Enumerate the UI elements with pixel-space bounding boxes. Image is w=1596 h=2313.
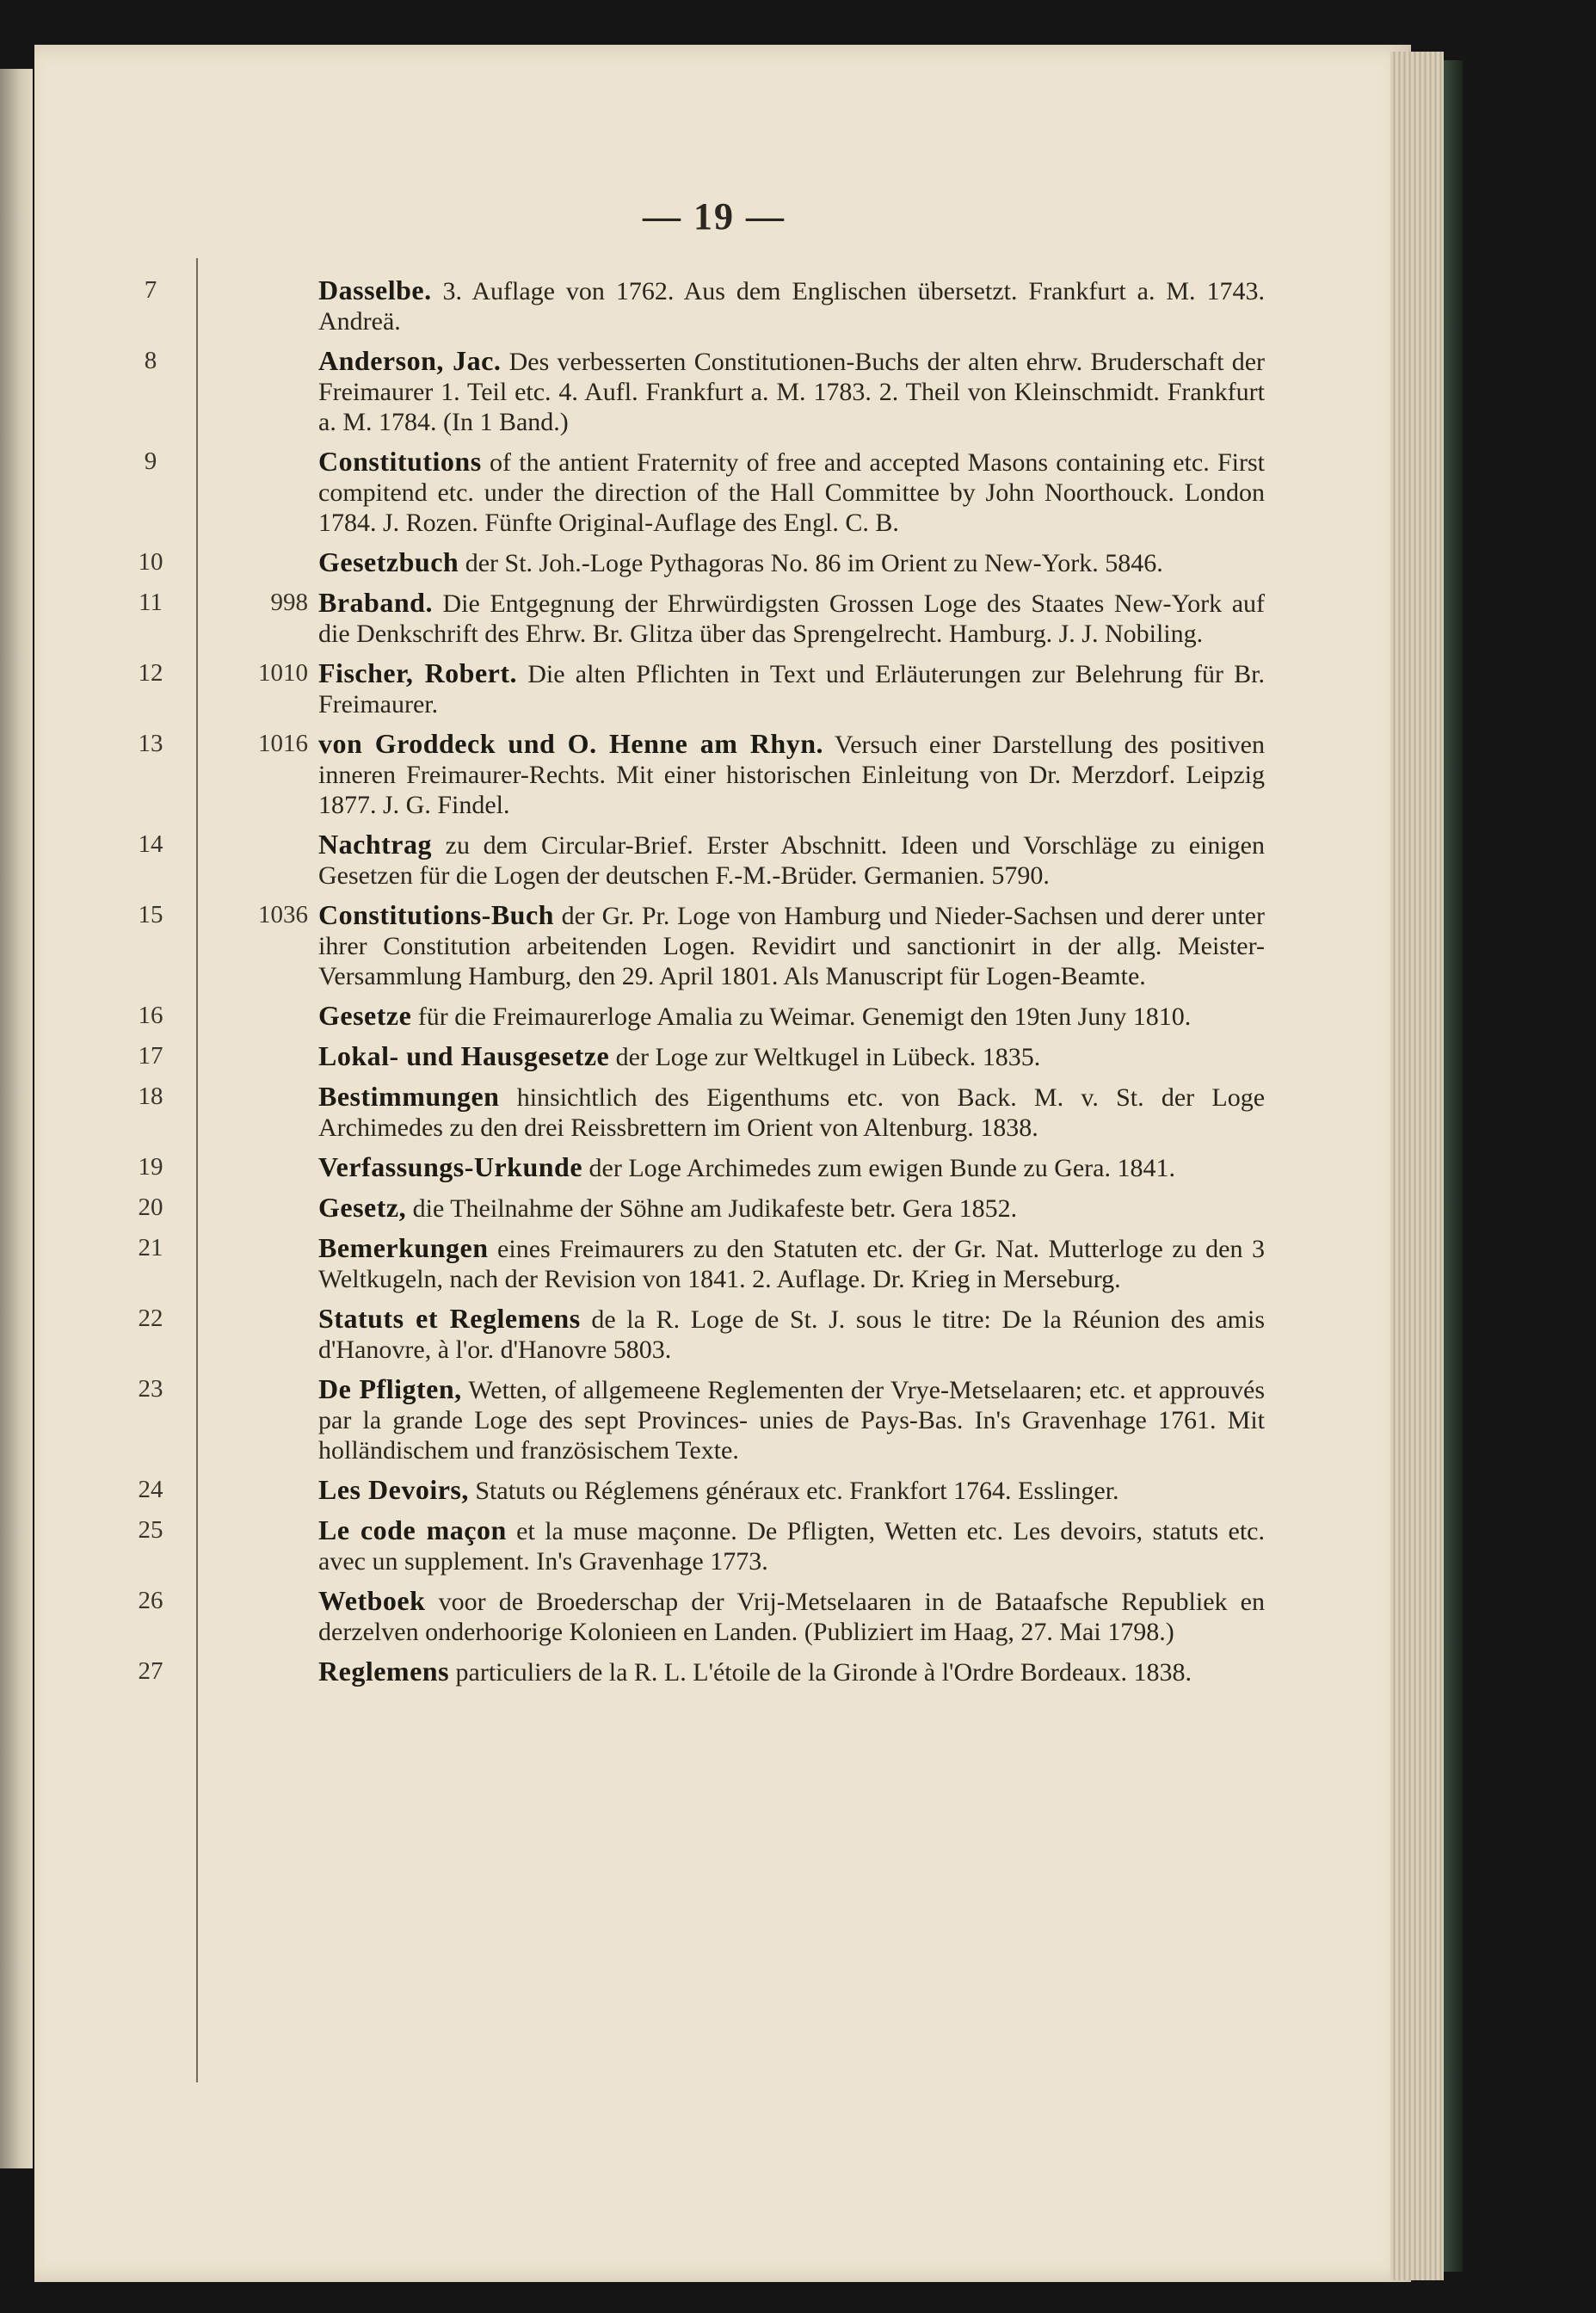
entry-heading: Statuts et Reglemens [318,1303,581,1334]
list-item [120,1001,1265,1032]
entry-heading: Gesetzbuch [318,546,459,577]
entry-text [318,1515,1265,1576]
entry-body: particuliers de la R. L. L'étoile de la Gironde à l'Ordre Bordeaux. 1838. [455,1658,1192,1687]
list-item [120,346,1265,437]
entry-heading: Dasselbe. [318,274,432,305]
list-item [120,1656,1265,1687]
entry-body: Die Entgegnung der Ehrwürdigsten Grossen Loge des Staates New-York auf die Denkschrift des Ehrw. Br. Glitza über das Sprengelrecht. Hamburg. J. J. Nobiling. [318,589,1265,648]
entry-number: 12 [138,659,163,687]
entry-heading: Constitutions-Buch [318,899,554,930]
entry-reference: 1016 [258,730,308,757]
entry-text [318,1586,1265,1647]
entry-heading: Constitutions [318,446,482,477]
entry-body: für die Freimaurerloge Amalia zu Weimar. Genemigt den 19ten Juny 1810. [417,1002,1192,1031]
list-item [120,1041,1265,1072]
entry-heading: Bemerkungen [318,1232,489,1263]
book-page-edges [1390,52,1444,2280]
entry-heading: von Groddeck und O. Henne am Rhyn. [318,728,824,759]
list-item [120,1304,1265,1365]
entry-number: 23 [138,1375,163,1403]
entry-body: de la R. Loge de St. J. sous le titre: De la Réunion des amis d'Hanovre, à l'or. d'Hanovre 5803. [318,1305,1265,1364]
entry-body: der Loge zur Weltkugel in Lübeck. 1835. [615,1043,1041,1071]
entry-text [318,275,1265,336]
entry-heading: De Pfligten, [318,1373,462,1404]
entry-number: 25 [138,1516,163,1544]
entry-number: 24 [138,1476,163,1503]
entry-number: 21 [138,1234,163,1261]
entry-number: 27 [138,1657,163,1685]
list-item [120,830,1265,891]
list-item [120,1374,1265,1465]
entry-heading: Anderson, Jac. [318,345,502,376]
list-item [120,1515,1265,1576]
entry-text [318,658,1265,719]
entry-heading: Reglemens [318,1656,450,1687]
entry-text [318,447,1265,538]
entry-text [318,1304,1265,1365]
entry-body: hinsichtlich des Eigenthums etc. von Back. M. v. St. der Loge Archimedes zu den drei Reissbrettern im Orient von Altenburg. 1838. [318,1083,1266,1142]
entry-number: 18 [138,1082,163,1110]
entry-text [318,547,1265,578]
entry-text [318,1001,1265,1032]
entry-number: 11 [139,589,163,616]
list-item [120,275,1265,336]
entry-body: der St. Joh.-Loge Pythagoras No. 86 im Orient zu New-York. 5846. [465,549,1163,577]
entry-number: 19 [138,1153,163,1181]
entry-heading: Fischer, Robert. [318,657,518,688]
entry-number: 16 [138,1002,163,1029]
entry-number: 10 [138,548,163,576]
entry-number: 8 [144,347,157,374]
book-cover-edge [1444,60,1463,2272]
entry-reference: 1010 [258,659,308,687]
list-item [120,588,1265,649]
entry-body: voor de Broederschap der Vrij-Metselaaren in de Bataafsche Republiek en derzelven onderhoorige Kolonieen en Landen. (Publiziert im Haag, 27. Mai 1798.) [318,1588,1265,1646]
entry-heading: Les Devoirs, [318,1474,469,1505]
entry-number: 14 [138,830,163,858]
entry-number: 13 [138,730,163,757]
list-item [120,1082,1265,1143]
entry-body: et la muse maçonne. De Pfligten, Wetten etc. Les devoirs, statuts etc. avec un supplement. In's Gravenhage 1773. [318,1517,1265,1576]
entry-body: die Theilnahme der Söhne am Judikafeste betr. Gera 1852. [412,1194,1018,1223]
entry-text [318,1656,1265,1687]
entry-list [120,275,1265,1697]
entry-body: Versuch einer Darstellung des positiven inneren Freimaurer-Rechts. Mit einer historischen Einleitung von Dr. Merzdorf. Leipzig 1877. J. G. Findel. [318,731,1265,819]
entry-heading: Verfassungs-Urkunde [318,1151,583,1182]
entry-text [318,1082,1265,1143]
entry-number: 9 [144,447,157,475]
list-item [120,1193,1265,1224]
entry-heading: Nachtrag [318,829,432,860]
entry-text [318,346,1265,437]
entry-heading: Braband. [318,587,433,618]
list-item [120,447,1265,538]
entry-text [318,729,1265,820]
entry-body: of the antient Fraternity of free and accepted Masons containing etc. First compitend etc. under the direction of the Hall Committee by John Noorthouck. London 1784. J. Rozen. Fünfte Original-Auflage des Engl. C. B. [318,448,1265,537]
entry-heading: Le code maçon [318,1514,507,1545]
entry-heading: Lokal- und Hausgesetze [318,1040,610,1071]
page-number: — 19 — [643,195,786,237]
entry-body: Die alten Pflichten in Text und Erläuterungen zur Belehrung für Br. Freimaurer. [318,660,1266,719]
entry-text [318,900,1265,991]
entry-text [318,830,1265,891]
entry-text [318,1152,1265,1183]
entry-text [318,1475,1265,1506]
list-item [120,1152,1265,1183]
entry-text [318,1374,1265,1465]
entry-number: 17 [138,1042,163,1070]
entry-reference: 1036 [258,901,308,928]
list-item [120,1233,1265,1294]
entry-body: Wetten, of allgemeene Reglementen der Vrye-Metselaaren; etc. et approuvés par la grande Loge des sept Provinces- unies de Pays-Bas. In's Gravenhage 1761. Mit holländischem und französischem Texte. [318,1376,1265,1465]
entry-heading: Bestimmungen [318,1081,500,1112]
entry-text [318,1233,1265,1294]
previous-page-edge [0,69,33,2168]
list-item [120,900,1265,991]
entry-heading: Gesetz, [318,1192,407,1223]
entry-number: 22 [138,1305,163,1332]
entry-number: 15 [138,901,163,928]
entry-text [318,1193,1265,1224]
entry-number: 26 [138,1587,163,1614]
entry-number: 20 [138,1194,163,1221]
entry-number: 7 [144,276,157,304]
entry-body: der Gr. Pr. Loge von Hamburg und Nieder-Sachsen und derer unter ihrer Constitution arbeitenden Logen. Revidirt und sanctionirt in der allg. Meister-Versammlung Hamburg, den 29. April 1801. Als Manuscript für Logen-Beamte. [318,902,1265,990]
entry-body: der Loge Archimedes zum ewigen Bunde zu Gera. 1841. [588,1154,1175,1182]
entry-reference: 998 [270,589,308,616]
list-item [120,729,1265,820]
entry-text [318,1041,1265,1072]
entry-body: Statuts ou Réglemens généraux etc. Frankfort 1764. Esslinger. [475,1477,1119,1505]
list-item [120,658,1265,719]
list-item [120,547,1265,578]
list-item [120,1586,1265,1647]
entry-heading: Gesetze [318,1000,412,1031]
entry-body: 3. Auflage von 1762. Aus dem Englischen übersetzt. Frankfurt a. M. 1743. Andreä. [318,277,1265,336]
entry-text [318,588,1265,649]
entry-body: eines Freimaurers zu den Statuten etc. der Gr. Nat. Mutterloge zu den 3 Weltkugeln, nach der Revision von 1841. 2. Auflage. Dr. Krieg in Merseburg. [318,1235,1266,1293]
entry-body: Des verbesserten Constitutionen-Buchs der alten ehrw. Bruderschaft der Freimaurer 1. Teil etc. 4. Aufl. Frankfurt a. M. 1783. 2. Theil von Kleinschmidt. Frankfurt a. M. 1784. (In 1 Band.) [318,348,1266,436]
entry-heading: Wetboek [318,1585,426,1616]
entry-body: zu dem Circular-Brief. Erster Abschnitt. Ideen und Vorschläge zu einigen Gesetzen für die Logen der deutschen F.-M.-Brüder. Germanien. 5790. [318,831,1265,890]
list-item [120,1475,1265,1506]
